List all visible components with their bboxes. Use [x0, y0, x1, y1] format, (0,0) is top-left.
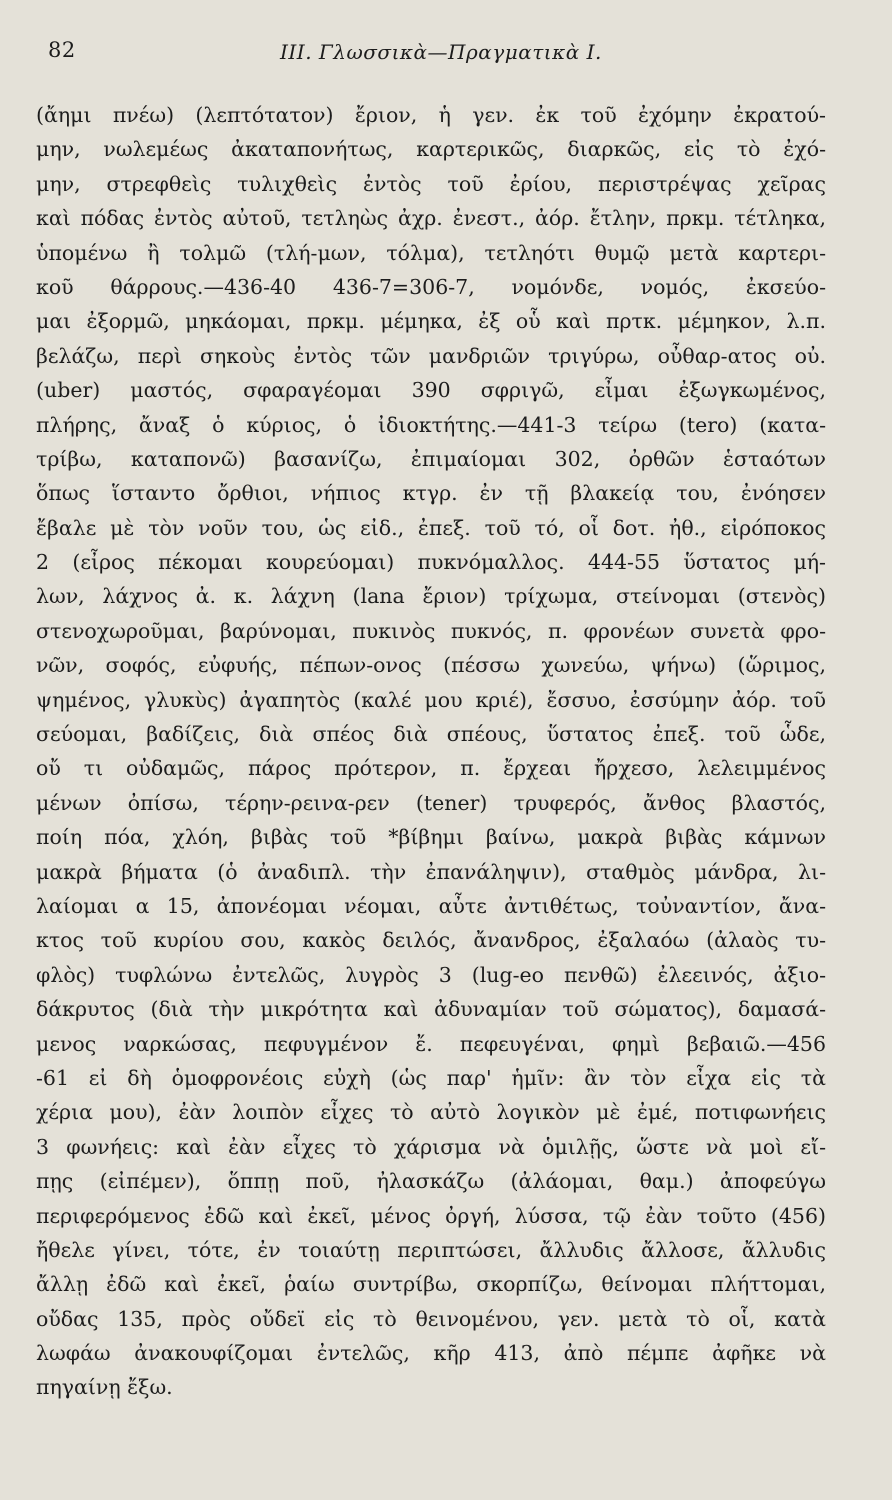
text-line: δάκρυτος (διὰ τὴν μικρότητα καὶ ἀδυναμίαν τοῦ σώματος), δαμασά- [36, 997, 826, 1022]
text-line: μην, νωλεμέως ἀκαταπονήτως, καρτερικῶς, διαρκῶς, εἰς τὸ ἐχό- [36, 137, 826, 162]
page-number: 82 [48, 38, 76, 62]
text-line: μένων ὀπίσω, τέρην-ρεινα-ρεν (tener) τρυφερός, ἄνθος βλαστός, [36, 790, 826, 815]
text-line: μην, στρεφθεὶς τυλιχθεὶς ἐντὸς τοῦ ἐρίου, περιστρέψας χεῖρας [36, 171, 826, 196]
text-line: κοῦ θάρρους.—436-40 436-7=306-7, νομόνδε, νομός, ἐκσεύο- [36, 274, 826, 299]
text-line: ψημένος, γλυκὺς) ἀγαπητὸς (καλέ μου κριέ), ἔσσυο, ἐσσύμην ἀόρ. τοῦ [36, 687, 826, 712]
commentary-text [36, 98, 826, 1405]
text-line: ἤθελε γίνει, τότε, ἐν τοιαύτῃ περιπτώσει, ἄλλυδις ἄλλοσε, ἄλλυδις [36, 1237, 826, 1262]
text-line: στενοχωροῦμαι, βαρύνομαι, πυκινὸς πυκνός, π. φρονέων συνετὰ φρο- [36, 618, 826, 643]
text-line: ποίη πόα, χλόη, βιβὰς τοῦ *βίβημι βαίνω, μακρὰ βιβὰς κάμνων [36, 825, 826, 850]
text-line: μακρὰ βήματα (ὁ ἀναδιπλ. τὴν ἐπανάληψιν), σταθμὸς μάνδρα, λι- [36, 859, 826, 884]
text-line: μαι ἐξορμῶ, μηκάομαι, πρκμ. μέμηκα, ἐξ οὗ καὶ πρτκ. μέμηκον, λ.π. [36, 309, 826, 334]
text-line: 3 φωνήεις: καὶ ἐὰν εἶχες τὸ χάρισμα νὰ ὁμιλῇς, ὥστε νὰ μοὶ εἴ- [36, 1134, 826, 1159]
text-line: ὑπομένω ἢ τολμῶ (τλή-μων, τόλμα), τετληότι θυμῷ μετὰ καρτερι- [36, 240, 826, 265]
text-line: λων, λάχνος ἀ. κ. λάχνη (lana ἔριον) τρίχωμα, στείνομαι (στενὸς) [36, 584, 826, 609]
text-line: 2 (εἶρος πέκομαι κουρεύομαι) πυκνόμαλλος. 444-55 ὕστατος μή- [36, 550, 826, 575]
text-line: ἄλλῃ ἐδῶ καὶ ἐκεῖ, ῥαίω συντρίβω, σκορπίζω, θείνομαι πλήττομαι, [36, 1272, 826, 1297]
text-line: οὔδας 135, πρὸς οὔδεϊ εἰς τὸ θεινομένου, γεν. μετὰ τὸ οἷ, κατὰ [36, 1306, 826, 1331]
text-line: λαίομαι α 15, ἀπονέομαι νέομαι, αὖτε ἀντιθέτως, τοὐναντίον, ἄνα- [36, 893, 826, 918]
text-line: μενος ναρκώσας, πεφυγμένον ἔ. πεφευγέναι, φημὶ βεβαιῶ.—456 [36, 1031, 826, 1056]
running-title: III. Γλωσσικὰ—Πραγματικὰ I. [280, 40, 602, 64]
text-line: ὅπως ἵσταντο ὄρθιοι, νήπιος κτγρ. ἐν τῇ βλακείᾳ του, ἐνόησεν [36, 481, 826, 506]
text-line: λωφάω ἀνακουφίζομαι ἐντελῶς, κῆρ 413, ἀπὸ πέμπε ἀφῆκε νὰ [36, 1341, 826, 1366]
text-line: βελάζω, περὶ σηκοὺς ἐντὸς τῶν μανδριῶν τριγύρω, οὖθαρ-ατος οὐ. [36, 343, 826, 368]
text-line: νῶν, σοφός, εὐφυής, πέπων-ονος (πέσσω χωνεύω, ψήνω) (ὥριμος, [36, 653, 826, 678]
page-header [0, 38, 892, 72]
text-line: χέρια μου), ἐὰν λοιπὸν εἶχες τὸ αὐτὸ λογικὸν μὲ ἐμέ, ποτιφωνήεις [36, 1100, 826, 1125]
text-line: ἔβαλε μὲ τὸν νοῦν του, ὡς εἰδ., ἐπεξ. τοῦ τό, οἷ δοτ. ἠθ., εἰρόποκος [36, 515, 826, 540]
text-line: οὔ τι οὐδαμῶς, πάρος πρότερον, π. ἔρχεαι ἤρχεσο, λελειμμένος [36, 756, 826, 781]
text-line: φλὸς) τυφλώνω ἐντελῶς, λυγρὸς 3 (lug-eo πενθῶ) ἐλεεινός, ἀξιο- [36, 962, 826, 987]
text-line: -61 εἰ δὴ ὁμοφρονέοις εὐχὴ (ὡς παρ' ἡμῖν: ἂν τὸν εἶχα εἰς τὰ [36, 1065, 826, 1090]
text-line: (ἄημι πνέω) (λεπτότατον) ἔριον, ἡ γεν. ἐκ τοῦ ἐχόμην ἐκρατού- [36, 103, 826, 127]
text-line: πῃς (εἰπέμεν), ὅππῃ ποῦ, ἠλασκάζω (ἀλάομαι, θαμ.) ἀποφεύγω [36, 1169, 826, 1194]
text-line: καὶ πόδας ἐντὸς αὐτοῦ, τετληὼς ἀχρ. ἐνεστ., ἀόρ. ἔτλην, πρκμ. τέτληκα, [36, 206, 826, 231]
text-line: κτος τοῦ κυρίου σου, κακὸς δειλός, ἄνανδρος, ἐξαλαόω (ἀλαὸς τυ- [36, 928, 826, 953]
text-line: περιφερόμενος ἐδῶ καὶ ἐκεῖ, μένος ὀργή, λύσσα, τῷ ἐὰν τοῦτο (456) [36, 1203, 826, 1228]
text-line: τρίβω, καταπονῶ) βασανίζω, ἐπιμαίομαι 302, ὀρθῶν ἑσταότων [36, 446, 826, 471]
text-line: σεύομαι, βαδίζεις, διὰ σπέος διὰ σπέους, ὕστατος ἐπεξ. τοῦ ὧδε, [36, 722, 826, 747]
text-line: πλήρης, ἄναξ ὁ κύριος, ὁ ἰδιοκτήτης.—441-3 τείρω (tero) (κατα- [36, 412, 826, 437]
text-line: πηγαίνῃ ἔξω. [36, 1375, 173, 1400]
text-line: (uber) μαστός, σφαραγέομαι 390 σφριγῶ, εἶμαι ἐξωγκωμένος, [36, 378, 826, 403]
